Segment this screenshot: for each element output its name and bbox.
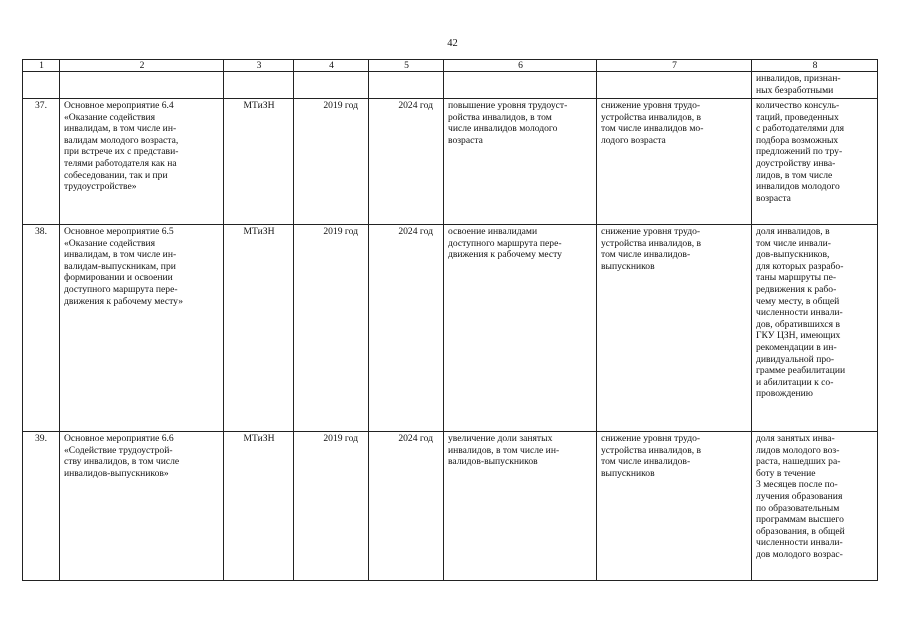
- text-line: Основное мероприятие 6.4: [64, 100, 174, 111]
- start-year-cell: 2019 год: [294, 225, 369, 432]
- text-line: инвалидам, в том числе ин-: [64, 123, 177, 135]
- text-line: числе инвалидов молодого: [448, 123, 558, 135]
- end-year-cell: 2024 год: [369, 225, 444, 432]
- text-line: снижение уровня трудо-: [601, 100, 701, 111]
- text-line: ГКУ ЦЗН, имеющих: [756, 330, 841, 342]
- text-line: лидов, в том числе: [756, 169, 833, 181]
- text-line: выпускников: [601, 260, 655, 272]
- header-cell: 2: [60, 60, 224, 72]
- text-line: снижение уровня трудо-: [601, 433, 701, 444]
- indicator-cell: [752, 72, 878, 99]
- executor-cell: МТиЗН: [224, 99, 294, 225]
- text-line: инвалидов, в том числе ин-: [448, 444, 560, 456]
- page-number: 42: [447, 38, 458, 49]
- indicator-cell: [752, 99, 878, 225]
- text-line: чему месту, в общей: [756, 295, 840, 307]
- header-cell: 5: [369, 60, 444, 72]
- text-line: доля занятых инва-: [756, 433, 835, 444]
- text-line: дов, обратившихся в: [756, 318, 840, 330]
- executor-cell: МТиЗН: [224, 432, 294, 581]
- measure-cell: [60, 432, 224, 581]
- text-line: дов-выпускников,: [756, 249, 830, 261]
- expected-result-cell: [444, 225, 597, 432]
- start-year-cell: 2019 год: [294, 99, 369, 225]
- text-line: инвалидам, в том числе ин-: [64, 249, 177, 261]
- table-cell: [294, 72, 369, 99]
- text-line: и абилитации к со-: [756, 376, 834, 388]
- text-line: трудоустройстве»: [64, 181, 137, 193]
- text-line: собеседовании, так и при: [64, 169, 168, 181]
- text-line: таций, проведенных: [756, 111, 839, 123]
- text-line: 3 месяцев после по-: [756, 479, 838, 491]
- table-cell: [60, 72, 224, 99]
- consequence-cell: [597, 99, 752, 225]
- text-line: Основное мероприятие 6.5: [64, 226, 174, 237]
- continuation-row: [23, 72, 878, 99]
- text-line: устройства инвалидов, в: [601, 111, 702, 123]
- end-year-cell: 2024 год: [369, 432, 444, 581]
- text-line: том числе инвалидов-: [601, 249, 691, 261]
- text-line: возраста: [756, 192, 791, 204]
- text-line: с работодателями для: [756, 123, 845, 135]
- text-line: доля инвалидов, в: [756, 226, 830, 237]
- header-cell: 7: [597, 60, 752, 72]
- text-line: при встрече их с представи-: [64, 146, 179, 158]
- measure-cell: [60, 225, 224, 432]
- text-line: устройства инвалидов, в: [601, 444, 702, 456]
- executor-cell: МТиЗН: [224, 225, 294, 432]
- text-line: «Оказание содействия: [64, 237, 156, 249]
- text-line: рекомендации в ин-: [756, 341, 837, 353]
- text-line: численности инвали-: [756, 537, 843, 549]
- header-cell: 1: [23, 60, 60, 72]
- text-line: валидам молодого возраста,: [64, 134, 179, 146]
- indicator-cell: [752, 432, 878, 581]
- text-line: «Содействие трудоустрой-: [64, 444, 173, 456]
- text-line: грамме реабилитации: [756, 365, 846, 377]
- row-number: 37.: [23, 99, 60, 225]
- text-line: раста, нашедших ра-: [756, 456, 841, 468]
- text-line: инвалидов-выпускников»: [64, 467, 169, 479]
- text-line: движения к рабочему месту: [448, 249, 562, 261]
- text-line: доустройству инва-: [756, 157, 836, 169]
- expected-result-cell: [444, 432, 597, 581]
- text-line: ройства инвалидов, в том: [448, 111, 552, 123]
- consequence-cell: [597, 225, 752, 432]
- text-line: движения к рабочему месту»: [64, 295, 184, 307]
- row-number: 39.: [23, 432, 60, 581]
- text-line: дов молодого возрас-: [756, 548, 843, 560]
- row-number: 38.: [23, 225, 60, 432]
- text-line: том числе инвали-: [756, 237, 831, 249]
- text-line: валидам-выпускникам, при: [64, 260, 176, 272]
- table-row: [23, 432, 878, 581]
- text-line: лучения образования: [756, 490, 843, 502]
- end-year-cell: 2024 год: [369, 99, 444, 225]
- text-line: снижение уровня трудо-: [601, 226, 701, 237]
- text-line: телями работодателя как на: [64, 157, 177, 169]
- header-cell: 6: [444, 60, 597, 72]
- text-line: ству инвалидов, в том числе: [64, 456, 180, 468]
- text-line: инвалидов, признан-: [756, 73, 841, 84]
- text-line: формировании и освоении: [64, 272, 173, 284]
- text-line: для которых разрабо-: [756, 260, 844, 272]
- table-cell: [597, 72, 752, 99]
- expected-result-cell: [444, 99, 597, 225]
- text-line: «Оказание содействия: [64, 111, 156, 123]
- text-line: провождению: [756, 388, 813, 400]
- consequence-cell: [597, 432, 752, 581]
- table-cell: [444, 72, 597, 99]
- table-cell: [369, 72, 444, 99]
- text-line: подбора возможных: [756, 134, 839, 146]
- text-line: инвалидов молодого: [756, 181, 840, 193]
- table-row: [23, 99, 878, 225]
- measure-cell: [60, 99, 224, 225]
- text-line: по образовательным: [756, 502, 840, 514]
- measures-table: [22, 59, 878, 581]
- text-line: Основное мероприятие 6.6: [64, 433, 174, 444]
- table-row: [23, 225, 878, 432]
- text-line: образования, в общей: [756, 525, 845, 537]
- text-line: боту в течение: [756, 467, 816, 479]
- indicator-cell: [752, 225, 878, 432]
- text-line: дивидуальной про-: [756, 353, 835, 365]
- header-cell: 3: [224, 60, 294, 72]
- text-line: численности инвали-: [756, 307, 843, 319]
- text-line: том числе инвалидов мо-: [601, 123, 704, 135]
- text-line: таны маршруты пе-: [756, 272, 837, 284]
- text-line: устройства инвалидов, в: [601, 237, 702, 249]
- text-line: количество консуль-: [756, 100, 840, 111]
- text-line: выпускников: [601, 467, 655, 479]
- text-line: лидов молодого воз-: [756, 444, 840, 456]
- text-line: валидов-выпускников: [448, 456, 538, 468]
- start-year-cell: 2019 год: [294, 432, 369, 581]
- text-line: возраста: [448, 134, 483, 146]
- header-row: [23, 60, 878, 72]
- text-line: предложений по тру-: [756, 146, 843, 158]
- text-line: редвижения к рабо-: [756, 283, 837, 295]
- text-line: программам высшего: [756, 514, 844, 526]
- text-line: доступного маршрута пере-: [448, 237, 562, 249]
- text-line: увеличение доли занятых: [448, 433, 553, 444]
- text-line: лодого возраста: [601, 134, 666, 146]
- text-line: доступного маршрута пере-: [64, 283, 178, 295]
- text-line: ных безработными: [756, 84, 834, 96]
- text-line: освоение инвалидами: [448, 226, 538, 237]
- table-cell: [23, 72, 60, 99]
- text-line: том числе инвалидов-: [601, 456, 691, 468]
- text-line: повышение уровня трудоуст-: [448, 100, 568, 111]
- table-cell: [224, 72, 294, 99]
- header-cell: 8: [752, 60, 878, 72]
- header-cell: 4: [294, 60, 369, 72]
